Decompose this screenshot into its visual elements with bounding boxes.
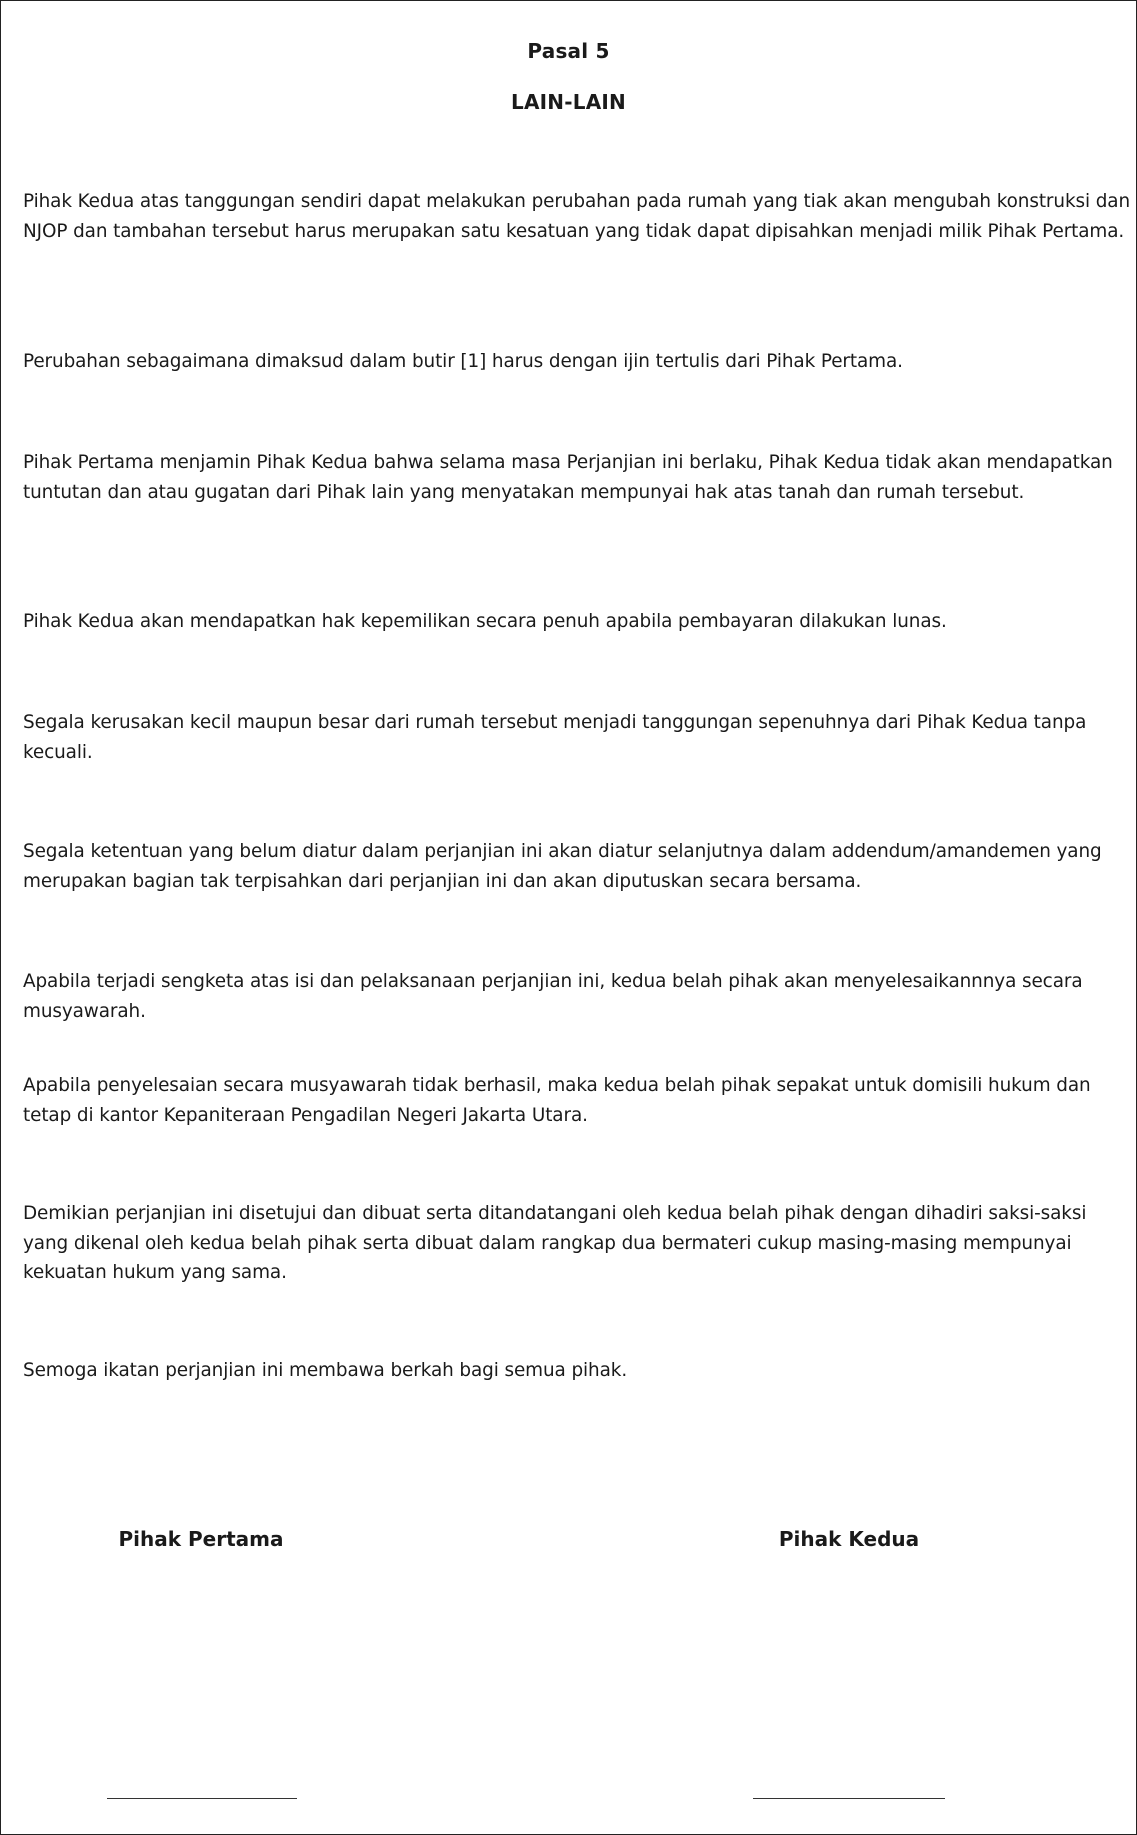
paragraph-8: Apabila penyelesaian secara musyawarah tidak berhasil, maka kedua belah pihak sepakat untuk domisili hukum dan tetap di kantor Kepaniteraan Pengadilan Negeri Jakarta Utara. xyxy=(23,1075,1091,1126)
paragraph-7: Apabila terjadi sengketa atas isi dan pelaksanaan perjanjian ini, kedua belah pihak akan menyelesaikannnya secara musyawarah. xyxy=(23,971,1083,1022)
paragraph-10: Semoga ikatan perjanjian ini membawa berkah bagi semua pihak. xyxy=(23,1360,628,1381)
paragraph-1: Pihak Kedua atas tanggungan sendiri dapat melakukan perubahan pada rumah yang tiak akan mengubah konstruksi dan NJOP dan tambahan tersebut harus merupakan satu kesatuan yang tidak dapat dipisahkan menjadi milik Pihak Pertama. xyxy=(23,191,1131,242)
paragraph-6: Segala ketentuan yang belum diatur dalam perjanjian ini akan diatur selanjutnya dalam addendum/amandemen yang merupakan bagian tak terpisahkan dari perjanjian ini dan akan diputuskan secara bersama. xyxy=(23,841,1102,892)
second-party-signature-label: Pihak Kedua xyxy=(778,1527,920,1551)
section-title: LAIN-LAIN xyxy=(511,90,626,114)
chapter-heading: Pasal 5 xyxy=(527,39,610,63)
paragraph-4: Pihak Kedua akan mendapatkan hak kepemilikan secara penuh apabila pembayaran dilakukan lunas. xyxy=(23,611,947,632)
first-party-signature-label: Pihak Pertama xyxy=(118,1527,284,1551)
paragraph-5: Segala kerusakan kecil maupun besar dari rumah tersebut menjadi tanggungan sepenuhnya dari Pihak Kedua tanpa kecuali. xyxy=(23,712,1087,763)
second-party-signature-line xyxy=(753,1798,945,1799)
paragraph-2: Perubahan sebagaimana dimaksud dalam butir [1] harus dengan ijin tertulis dari Pihak Pertama. xyxy=(23,351,903,372)
first-party-signature-line xyxy=(107,1798,297,1799)
paragraph-3: Pihak Pertama menjamin Pihak Kedua bahwa selama masa Perjanjian ini berlaku, Pihak Kedua tidak akan mendapatkan tuntutan dan atau gugatan dari Pihak lain yang menyatakan mempunyai hak atas tanah dan rumah tersebut. xyxy=(23,452,1113,503)
paragraph-9: Demikian perjanjian ini disetujui dan dibuat serta ditandatangani oleh kedua belah pihak dengan dihadiri saksi-saksi yang dikenal oleh kedua belah pihak serta dibuat dalam rangkap dua bermateri cukup masing-masing mempunyai kekuatan hukum yang sama. xyxy=(23,1203,1087,1283)
